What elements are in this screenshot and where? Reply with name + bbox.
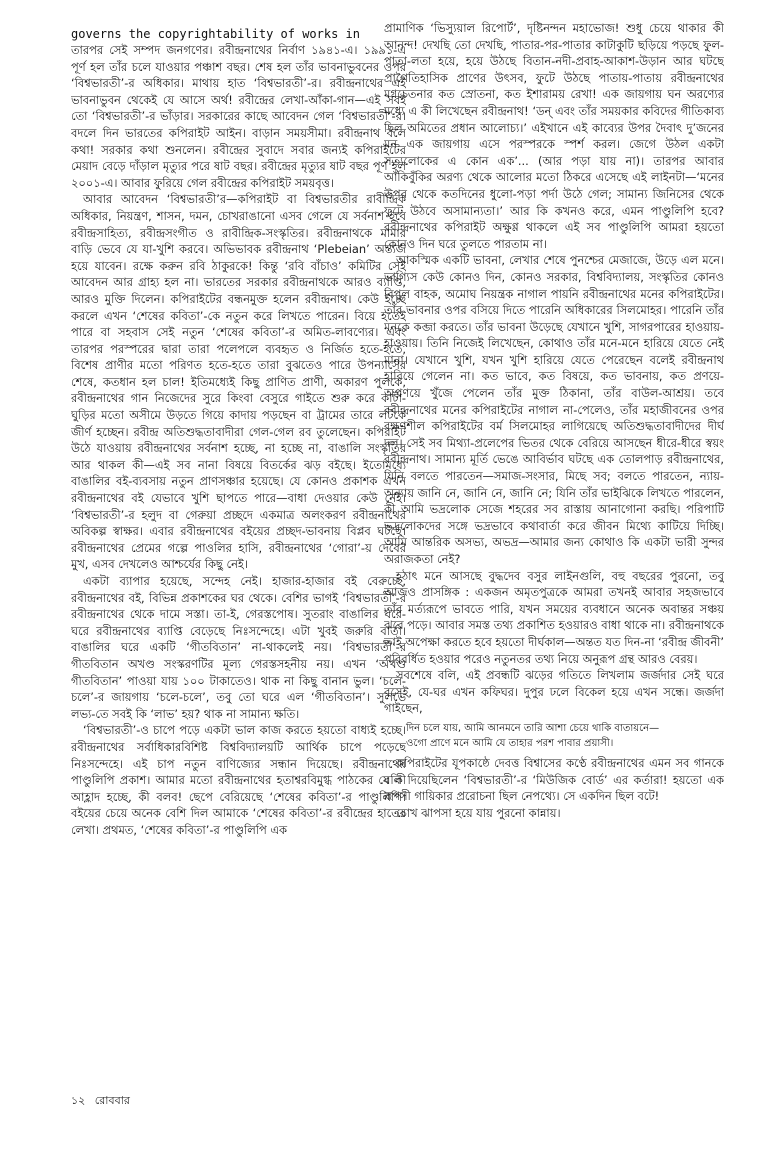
page-number: ১২: [71, 1094, 86, 1107]
paragraph: তারপর সেই সম্পদ জনগণের। রবীন্দ্রনাথের নির্বাণ ১৯৪১-এ। ১৯৯১-এ পূর্ণ হল তাঁর চলে যাওয়ার পঞ্চাশ বছর। শেষ হল তাঁর ভাবনাভুবনের ওপর ‘বিশ্বভারতী’-র অধিকার। মাথায় হাত ‘বিশ্বভারতী’-র। রবীন্দ্রনাথের এই ভাবনাভুবন থেকেই যে আসে অর্থ! রবীন্দ্রের লেখা-আঁকা-গান—এই সবই তো ‘বিশ্বভারতী’-র ভাঁড়ার। সরকারের কাছে আবেদন গেল ‘বিশ্বভারতী’-র। বদলে দিন ভারতের কপিরাইট আইন। বাড়ান সময়সীমা। রবীন্দ্রনাথ বলে কথা! সরকার কথা শুনলেন। রবীন্দ্রের সুবাদে সবার জন্যই কপিরাইটের মেয়াদ বেড়ে দাঁড়াল মৃত্যুর পরে ষাট বছর। রবীন্দ্রের মৃত্যুর ষাট বছর পূর্ণ হল ২০০১-এ। আবার ফুরিয়ে গেল রবীন্দ্রের কপিরাইট সময়বৃত্ত।: [71, 43, 406, 190]
paragraph: আবার আবেদন ‘বিশ্বভারতী’র—কপিরাইট বা বিশ্বভারতীর রাবীন্দ্রিক অধিকার, নিয়ন্ত্রণ, শাসন, দমন, চোখরাঙানো এসব গেলে যে সর্বনাশ হবে রবীন্দ্রসাহিত্য, রবীন্দ্রসংগীত ও রাবীন্দ্রিক-সংস্কৃতির। রবীন্দ্রনাথকে মামার বাড়ি ভেবে যে যা-খুশি করবে। অভিভাবক রবীন্দ্রনাথ ‘Plebeian’ অন্ত্যজ হয়ে যাবেন। রক্ষে করুন রবি ঠাকুরকে! কিন্তু ‘রবি বাঁচাও’ কমিটির সেই আবেদন আর গ্রাহ্য হল না। ভারতের সরকার রবীন্দ্রনাথকে আরও ব্যাপ্তি, আরও মুক্তি দিলেন। কপিরাইটের বন্ধনমুক্ত হলেন রবীন্দ্রনাথ। কেউ ইচ্ছে করলে এখন ‘শেষের কবিতা’-কে নতুন করে লিখতে পারেন। বিয়ে হতেই পারে বা সহবাস সেই নতুন ‘শেষের কবিতা’-র অমিত-লাবণ্যের। এবং তারপর পরস্পরের দ্বারা তারা পলেপলে ব্যবহৃত ও নির্জিত হতে-হতে, বিশেষ প্রাণীর মতো পরিণত হতে-হতে তারা বুঝতেও পারে উপন্যাসের শেষে, কতধান হল চাল! ইতিমধ্যেই কিছু প্রাণিত প্রাণী, অকারণ পুলকে, রবীন্দ্রনাথের গান নিজেদের সুরে কিংবা বেসুরে গাইতে শুরু করে কাটা-ঘুড়ির মতো অসীমে উড়তে গিয়ে কাদায় পড়ছেন বা ট্রামের তারে লটকে জীর্ণ হচ্ছেন। রবীন্দ্র অতিশুদ্ধতাবাদীরা গেল-গেল রব তুলেছেন। কপিরাইট উঠে যাওয়ায় রবীন্দ্রনাথের সর্বনাশ হচ্ছে, না হচ্ছে না, বাঙালি সংস্কৃতির আর থাকল কী—এই সব নানা বিষয়ে বিতর্কের ঝড় বইছে। ইতোমধ্যে বাঙালির বই-ব্যবসায় নতুন প্রাণসঞ্চার হয়েছে। যে কোনও প্রকাশক এখন রবীন্দ্রনাথের বই যেভাবে খুশি ছাপতে পারে—বাধা দেওয়ার কেউ নেই। ‘বিশ্বভারতী’-র হলুদ বা গেরুয়া প্রচ্ছদে একমাত্র অলংকরণ রবীন্দ্রনাথের অবিকল্প স্বাক্ষর। এবার রবীন্দ্রনাথের বইয়ের প্রচ্ছদ-ভাবনায় বিপ্লব ঘটছে। রবীন্দ্রনাথের প্রেমের গল্পে পাওলির হাসি, রবীন্দ্রনাথের ‘গোরা’-য় দেবের মুখ, এসব দেখলেও আশ্চর্যের কিছু নেই।: [71, 192, 406, 572]
song-line: দিন চলে যায়, আমি আনমনে তারি আশা চেয়ে থাকি বাতায়নে—: [406, 722, 660, 734]
song-line: ওগো প্রাণে মনে আমি যে তাহার পরশ পাবার প্রয়াসী।: [406, 737, 614, 749]
song-quote: [406, 721, 724, 751]
paragraph: কপিরাইটের যূপকাষ্ঠে দেবত্ত বিশ্বাসের কণ্ঠে রবীন্দ্রনাথের এমন সব গানকে বলি দিয়েছিলেন ‘বিশ্বভারতী’-র ‘মিউজিক বোর্ড’ এর কর্তারা! হয়তো এক রূপসী গায়িকার প্ররোচনা ছিল নেপথ্যে। সে একদিন ছিল বটে!: [384, 755, 724, 804]
paragraph: সবশেষে বলি, এই প্রবন্ধটি ঝড়ের গতিতে লিখলাম জর্জদার সেই ঘরে বসেই, যে-ঘর এখন কফিঘর। দুপুর ঢলে বিকেল হয়ে এখন সন্ধে। জর্জদা গাইছেন,: [384, 668, 724, 716]
magazine-name: রোববার: [94, 1094, 130, 1107]
paragraph: প্রামাণিক ‘ভিস্যুয়াল রিপোর্ট’, দৃষ্টিনন্দন মহাভোজ! শুধু চেয়ে থাকার কী আনন্দ! দেখছি তো দেখছি, পাতার-পর-পাতার কাটাকুটি ছড়িয়ে পড়ছে ফুল-পাতা-লতা হয়ে, হয়ে উঠছে বিতান-নদী-প্রবাহ-আকাশ-উড়ান আর ঘটছে প্রাগৈতিহাসিক প্রাণের উৎসব, ফুটে উঠছে পাতায়-পাতায় রবীন্দ্রনাথের মগ্নচেতনার কত স্রোতনা, কত ইশারাময় রেখা! এক জায়গায় ঘন অরণ্যের মধ্যে এ কী লিখেছেন রবীন্দ্রনাথ! ‘ডন্‌ এবং তাঁর সময়কার কবিদের গীতিকাব্য ছিল অমিতের প্রধান আলোচ্য।’ এইখানে এই কাব্যের উপর দৈবাৎ দু’জনের মন এক জায়গায় এসে পরস্পরকে স্পর্শ করল। জেগে উঠল একটা সত্যলোকের এ কোন এক’... (আর পড়া যায় না)। তারপর আবার আঁকিবুঁকির অরণ্য থেকে আলোর মতো ঠিকরে এসেছে এই লাইনটা—‘মনের উপর থেকে কতদিনের ধুলো-পড়া পর্দা উঠে গেল; সামান্য জিনিসের থেকে ফুটে উঠবে অসামান্যতা।’ আর কি কখনও করে, এমন পাণ্ডুলিপি হবে? রবীন্দ্রনাথের কপিরাইট অক্ষুণ্ণ থাকলে এই সব পাণ্ডুলিপি আমরা হয়তো কোনও দিন ঘরে তুলতে পারতাম না।: [384, 21, 724, 251]
left-column: [71, 42, 406, 1092]
page-footer: [71, 1092, 130, 1111]
paragraph: একটা ব্যাপার হয়েছে, সন্দেহ নেই। হাজার-হাজার বই বেরুচ্ছে, রবীন্দ্রনাথের বই, বিভিন্ন প্রকাশকের ঘর থেকে। বেশির ভাগই ‘বিশ্বভারতী’-র রবীন্দ্রনাথের থেকে দামে সস্তা। তা-ই, গেরস্তপোষ। সুতরাং বাঙালির ঘরে-ঘরে রবীন্দ্রনাথের ব্যাপ্তি বেড়েছে নিঃসন্দেহে। এটা খুবই জরুরি বার্তা। বাঙালির ঘরে একটি ‘গীতবিতান’ না-থাকলেই নয়। ‘বিশ্বভারতী’-র গীতবিতান অখণ্ড সংস্করণটির মূল্য গেরস্তসহনীয় নয়। এখন ‘অখণ্ড গীতবিতান’ পাওয়া যায় ১০০ টাকাতেও। থাক না কিছু বানান ভুল। ‘চলে-চলে’-র জায়গায় ‘চলে-চলে’, তবু তো ঘরে এল ‘গীতবিতান’। সুলভে লভ্য-তে সবই কি ‘লাভ’ হয়? থাক না সামান্য ক্ষতি।: [71, 574, 406, 721]
paragraph: চোখ ঝাপসা হয়ে যায় পুরনো কান্নায়।: [396, 805, 561, 820]
overlay-text: governs the copyrightability of works in: [71, 27, 360, 41]
paragraph: ‘বিশ্বভারতী’-ও চাপে পড়ে একটা ভাল কাজ করতে হয়তো বাধ্যই হচ্ছে। রবীন্দ্রনাথের সর্বাধিকারবিশিষ্ট বিশ্ববিদ্যালয়টি আর্থিক চাপে পড়েছে নিঃসন্দেহে। এই চাপ নতুন বাণিজ্যের সন্ধান দিয়েছে। রবীন্দ্রনাথের পাণ্ডুলিপি প্রকাশ। আমার মতো রবীন্দ্রনাথের হতাশ্বরবিমুগ্ধ পাঠকের যে কী আহ্লাদ হচ্ছে, কী বলব! ছেপে বেরিয়েছে ‘শেষের কবিতা’-র পাণ্ডুলিপি। বইয়ের চেয়ে অনেক বেশি দিল আমাকে ‘শেষের কবিতা’-র রবীন্দ্রের হাতের লেখা। প্রথমত, ‘শেষের কবিতা’-র পাণ্ডুলিপি এক: [71, 723, 406, 837]
right-column: [384, 20, 724, 1090]
paragraph: আকস্মিক একটি ভাবনা, লেখার শেষে পুনশ্চের মেজাজে, উড়ে এল মনে। ভাগ্যিস কেউ কোনও দিন, কোনও সরকার, বিশ্ববিদ্যালয়, সংস্কৃতির কোনও বিপুল বাহক, অমোঘ নিয়ন্ত্রক নাগাল পায়নি রবীন্দ্রনাথের মনের কপিরাইটের। তাঁর ভাবনার ওপর বসিয়ে দিতে পারেনি অধিকারের সিলমোহর। পারেনি তাঁর মনকে কব্জা করতে। তাঁর ভাবনা উড়েছে যেখানে খুশি, সাগরপারের হাওয়ায়-হাওয়ায়। তিনি নিজেই লিখেছেন, কোথাও তাঁর মনে-মনে হারিয়ে যেতে নেই মানা। যেখানে খুশি, যখন খুশি হারিয়ে যেতে পেরেছেন বলেই রবীন্দ্রনাথ হারিয়ে গেলেন না। কত ভাবে, কত বিষয়ে, কত ভাবনায়, কত প্রণয়ে-অপ্রণয়ে খুঁজে পেলেন তাঁর মুক্ত ঠিকানা, তাঁর বাউল-আশ্রয়। তবে রবীন্দ্রনাথের মনের কপিরাইটের নাগাল না-পেলেও, তাঁর মহাজীবনের ওপর রক্ষণশীল কপিরাইটের বর্ম সিলমোহর লাগিয়েছে অতিশুদ্ধতাবাদীদের দীর্ঘ দল। সেই সব মিথ্যা-প্রলেপের ভিতর থেকে বেরিয়ে আসছেন ধীরে-ধীরে স্বয়ং রবীন্দ্রনাথ। সামান্য মূর্তি ভেঙে আবির্ভাব ঘটছে এক তোলপাড় রবীন্দ্রনাথের, যিনি বলতে পারতেন—সমাজ-সংসার, মিছে সব; বলতে পারতেন, ন্যায়-অন্যায় জানি নে, জানি নে, জানি নে; যিনি তাঁর ভাইঝিকে লিখতে পারলেন, কী আমি ভদ্রলোক সেজে শহরের সব রাস্তায় আনাগোনা করছি। পরিপাটি ভদ্রলোকদের সঙ্গে ভদ্রভাবে কথাবার্তা করে জীবন মিথ্যে কাটিয়ে দিচ্ছি। আমি আন্তরিক অসভ্য, অভদ্র—আমার জন্য কোথাও কি একটা ভারী সুন্দর অরাজকতা নেই?: [384, 253, 724, 566]
paragraph: হঠাৎ মনে আসছে বুদ্ধদেব বসুর লাইনগুলি, বহু বছরের পুরনো, তবু আজও প্রাসঙ্গিক : একজন অমৃতপুত্রকে আমরা তখনই আবার সহজভাবে তাঁর মর্ত্যরূপে ভাবতে পারি, যখন সময়ের ব্যবধানে অনেক অবান্তর সঞ্চয় ঝরে পড়ে। আবার সমস্ত তথ্য প্রকাশিত হওয়ারও বাধা থাকে না। রবীন্দ্রনাথকে তাই অপেক্ষা করতে হবে হয়তো দীর্ঘকাল—অন্তত যত দিন-না ‘রবীন্দ্র জীবনী’ পরিবর্ধিত হওয়ার পরেও নতুনতর তথ্য নিয়ে অনুরূপ গ্রন্থ আরও বেরয়।: [384, 568, 724, 666]
